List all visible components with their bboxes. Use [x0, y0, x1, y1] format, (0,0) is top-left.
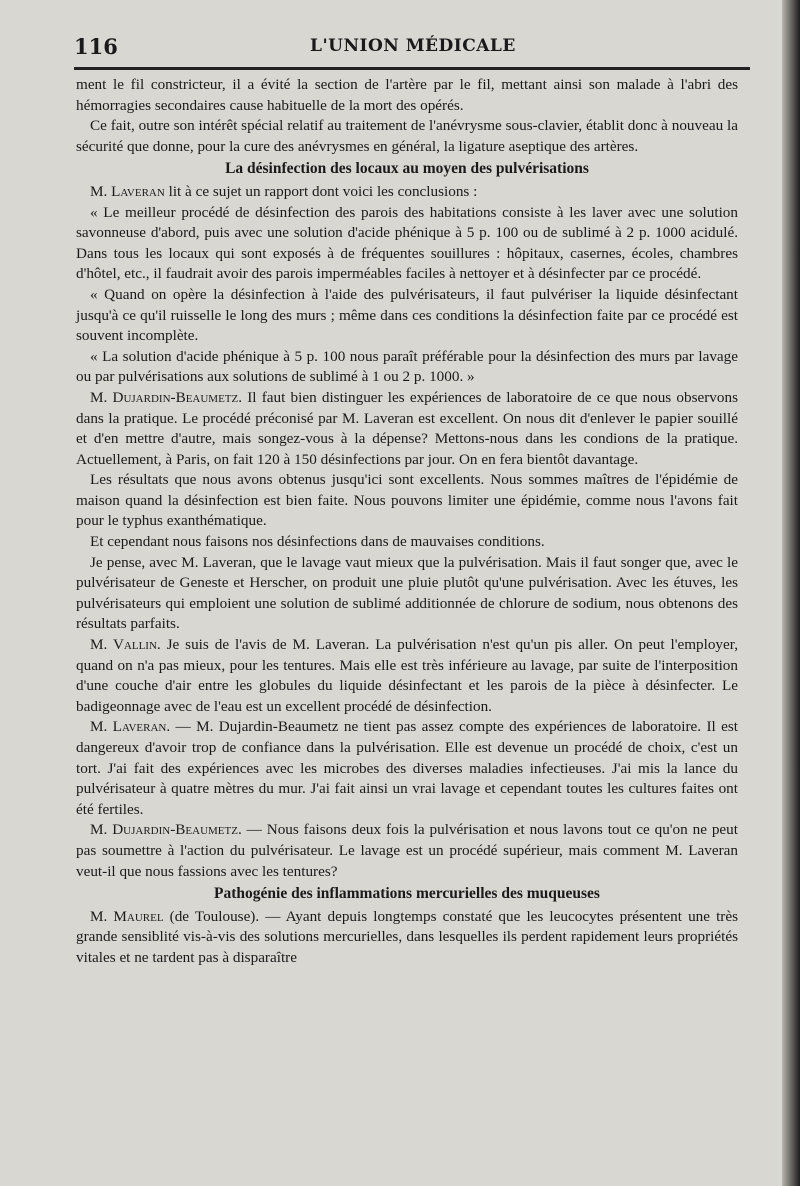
speaker-name: M. Dujardin-Beaumetz.: [90, 388, 243, 406]
section-title: La désinfection des locaux au moyen des pulvérisations: [225, 160, 589, 178]
paragraph: Et cependant nous faisons nos désinfections dans de mauvaises conditions.: [90, 533, 545, 551]
paragraph: Je pense, avec M. Laveran, que le lavage vaut mieux que la pulvérisation. Mais il faut songer que, avec le pulvérisateur de Geneste et Herscher, on produit une pluie plutôt qu'une pulvérisation. Avec les étuves, les pulvérisateurs qui emploient une solution de sublimé additionnée de chlorure de sodium, nous obtenons des résultats parfaits.: [76, 553, 738, 633]
paragraph: [76, 388, 738, 470]
section-title: Pathogénie des inflammations mercurielles des muqueuses: [214, 885, 600, 903]
page-edge-shadow: [782, 0, 800, 1186]
quoted-paragraph: « La solution d'acide phénique à 5 p. 100 nous paraît préférable pour la désinfection des murs par lavage ou par pulvérisations aux solutions de sublimé à 1 ou 2 p. 1000. »: [76, 347, 738, 386]
paragraph: Ce fait, outre son intérêt spécial relatif au traitement de l'anévrysme sous-clavier, établit donc à nouveau la sécurité que donne, pour la cure des anévrysmes en général, la ligature aseptique des artères.: [76, 117, 738, 155]
paragraph-text: lit à ce sujet un rapport dont voici les conclusions :: [164, 182, 478, 200]
paragraph: [76, 907, 738, 969]
page-header: [74, 30, 738, 64]
quoted-paragraph: « Quand on opère la désinfection à l'aide des pulvérisateurs, il faut pulvériser la liquide désinfectant jusqu'à ce qu'il ruisselle le long des murs ; même dans ces conditions la désinfection faite par ce procédé est souvent incomplète.: [76, 285, 738, 345]
paragraph-text: (de Toulouse). — Ayant depuis longtemps constaté que les leucocytes présentent une très grande sensiblité vis-à-vis des solutions mercurielles, dans lesquelles ils perdent rapidement leurs propriétés vitales et ne tardent pas à disparaître: [76, 907, 739, 966]
paragraph: [76, 717, 738, 820]
paragraph-text: Il faut bien distinguer les expériences de laboratoire de ce que nous observons dans la pratique. Le procédé préconisé par M. Laveran est excellent. On nous dit d'enlever le papier souillé et d'en mettre d'autre, mais songez-vous à la dépense? Mettons-nous dans les condions de la pratique. Actuellement, à Paris, on fait 120 à 150 désinfections par jour. On en fera bientôt davantage.: [76, 388, 738, 468]
paragraph-text: Je suis de l'avis de M. Laveran. La pulvérisation n'est qu'un pis aller. On peut l'employer, quand on n'a pas mieux, pour les tentures. Mais elle est très inférieure au lavage, par suite de l'interposition d'une couche d'air entre les globules du liquide désinfectant et les parois de la pièce à désinfecter. Le badigeonnage avec de l'eau est un excellent procédé de désinfection.: [76, 636, 739, 715]
paragraph-text: — M. Dujardin-Beaumetz ne tient pas assez compte des expériences de laboratoire. Il est dangereux d'avoir trop de confiance dans la pulvérisation. Elle est devenue un procédé de choix, c'est un tort. J'ai fait des expériences avec les microbes des diverses maladies infectieuses. J'ai mis la lance du pulvérisateur à quatre mètres du mur. J'ai fait ainsi un vrai lavage et cependant toutes les cultures faites ont été fertiles.: [76, 718, 738, 818]
quoted-paragraph: « Le meilleur procédé de désinfection des parois des habitations consiste à les laver avec une solution savonneuse d'abord, puis avec une solution d'acide phénique à 5 p. 100 ou de sublimé à 2 p. 1000 acidulé. Dans tous les locaux qui sont exposés à de fréquentes souillures : hôpitaux, casernes, écoles, chambres d'hôtel, etc., il faudrait avoir des parois imperméables faciles à nettoyer et à désinfecter par ce procédé.: [76, 203, 738, 283]
paragraph: [76, 635, 738, 717]
speaker-name: M. Laveran.: [90, 718, 171, 736]
speaker-name: M. Vallin.: [90, 636, 161, 654]
running-title: L'UNION MÉDICALE: [310, 36, 516, 56]
paragraph: [76, 182, 738, 203]
speaker-name: M. Laveran: [90, 182, 165, 200]
speaker-name: M. Dujardin-Beaumetz.: [90, 821, 242, 839]
header-rule: [74, 67, 750, 70]
paragraph: [76, 820, 738, 882]
article-body: [76, 75, 738, 969]
page-number: 116: [74, 34, 118, 59]
paragraph-text: — Nous faisons deux fois la pulvérisation et nous lavons tout ce qu'on ne peut pas soumettre à l'action du pulvérisateur. Le lavage est un procédé supérieur, mais comment M. Laveran veut-il que nous fassions avec les tentures?: [76, 821, 738, 880]
speaker-name: M. Maurel: [90, 907, 164, 925]
paragraph: ment le fil constricteur, il a évité la section de l'artère par le fil, mettant ainsi son malade à l'abri des hémorragies secondaires cause habituelle de la mort des opérés.: [76, 76, 738, 114]
paragraph: Les résultats que nous avons obtenus jusqu'ici sont excellents. Nous sommes maîtres de l'épidémie de maison quand la désinfection est bien faite. Nous pouvons limiter une épidémie, comme nous l'avons fait pour le typhus exanthématique.: [76, 471, 738, 530]
